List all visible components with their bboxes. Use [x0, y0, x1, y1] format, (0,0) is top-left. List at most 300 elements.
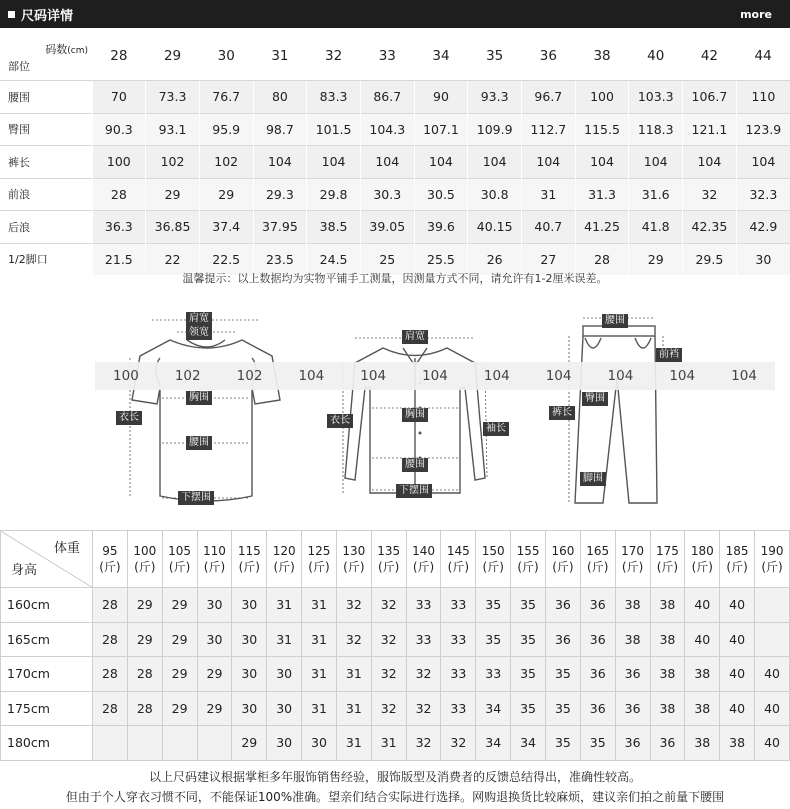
size-value-cell: 31.6 — [629, 178, 683, 211]
weight-unit: (斤) — [377, 560, 400, 574]
size-value-cell: 100 — [575, 81, 629, 114]
overlay-value: 100 — [95, 362, 157, 390]
weight-value: 100 — [133, 544, 157, 558]
size-value-cell: 28 — [575, 243, 629, 275]
recommended-size-cell: 40 — [720, 588, 755, 623]
size-table-row — [0, 178, 790, 211]
recommended-size-cell: 36 — [580, 657, 615, 692]
weight-value: 175 — [655, 544, 679, 558]
size-value-cell: 30.5 — [414, 178, 468, 211]
size-row-label: 后浪 — [0, 211, 92, 244]
recommended-size-cell: 40 — [720, 657, 755, 692]
size-value-cell: 29.8 — [307, 178, 361, 211]
overlay-value: 104 — [713, 362, 775, 390]
recommended-size-cell: 38 — [615, 588, 650, 623]
height-label: 180cm — [1, 726, 93, 761]
size-value-cell: 22.5 — [199, 243, 253, 275]
tag-tshirt-hem: 下摆围 — [178, 491, 214, 505]
weight-header-cell — [406, 531, 441, 588]
size-value-cell: 25 — [360, 243, 414, 275]
size-value-cell: 93.1 — [146, 113, 200, 146]
size-value-cell: 37.95 — [253, 211, 307, 244]
overlay-values-strip — [95, 362, 775, 390]
weight-header-cell — [685, 531, 720, 588]
size-value-cell: 102 — [146, 146, 200, 179]
recommended-size-cell: 35 — [511, 588, 546, 623]
size-value-cell: 90 — [414, 81, 468, 114]
weight-value: 185 — [725, 544, 749, 558]
recommended-size-cell: 33 — [441, 691, 476, 726]
weight-unit: (斤) — [726, 560, 748, 574]
tag-tshirt-shoulder: 肩宽 — [186, 312, 212, 326]
recommended-size-cell: 29 — [162, 588, 197, 623]
size-value-cell: 83.3 — [307, 81, 361, 114]
size-value-cell: 110 — [736, 81, 790, 114]
size-table-row — [0, 81, 790, 114]
height-label: 165cm — [1, 622, 93, 657]
overlay-value: 102 — [157, 362, 219, 390]
weight-header-cell — [441, 531, 476, 588]
weight-header-cell — [232, 531, 267, 588]
recommended-size-cell: 29 — [232, 726, 267, 761]
weight-unit: (斤) — [343, 560, 365, 574]
size-value-cell: 115.5 — [575, 113, 629, 146]
weight-unit: (斤) — [203, 560, 226, 574]
recommended-size-cell: 30 — [267, 691, 302, 726]
overlay-value: 104 — [590, 362, 652, 390]
weight-unit: (斤) — [482, 560, 504, 574]
recommended-size-cell: 40 — [755, 726, 790, 761]
size-value-cell: 104 — [253, 146, 307, 179]
size-value-cell: 90.3 — [92, 113, 146, 146]
recommended-size-cell: 36 — [615, 657, 650, 692]
recommended-size-cell: 35 — [545, 657, 580, 692]
weight-value: 150 — [481, 544, 505, 558]
recommended-size-cell — [93, 726, 128, 761]
size-header-cell: 34 — [414, 32, 468, 81]
weight-unit: (斤) — [168, 560, 191, 574]
tag-pants-hem: 脚围 — [580, 472, 606, 486]
recommended-size-cell: 31 — [302, 622, 337, 657]
recommended-size-cell: 30 — [232, 657, 267, 692]
size-header-cell: 42 — [683, 32, 737, 81]
weight-header-cell — [371, 531, 406, 588]
overlay-value: 102 — [219, 362, 281, 390]
weight-header-cell — [650, 531, 685, 588]
size-value-cell: 21.5 — [92, 243, 146, 275]
recommended-size-cell: 32 — [406, 726, 441, 761]
recommended-size-cell: 28 — [127, 691, 162, 726]
size-value-cell: 104 — [522, 146, 576, 179]
overlay-value: 104 — [528, 362, 590, 390]
recommended-size-cell: 32 — [406, 691, 441, 726]
recommended-size-cell: 30 — [232, 622, 267, 657]
weight-table-row — [1, 657, 790, 692]
recommended-size-cell: 28 — [127, 657, 162, 692]
size-value-cell: 73.3 — [146, 81, 200, 114]
measurement-tip: 温馨提示：以上数据均为实物平铺手工测量，因测量方式不同，请允许有1-2厘米误差。 — [182, 272, 608, 285]
size-value-cell: 29 — [146, 178, 200, 211]
size-value-cell: 102 — [199, 146, 253, 179]
recommended-size-cell — [755, 622, 790, 657]
size-value-cell: 31.3 — [575, 178, 629, 211]
size-value-cell: 27 — [522, 243, 576, 275]
section-header — [0, 0, 790, 28]
size-value-cell: 29 — [199, 178, 253, 211]
weight-value: 190 — [760, 544, 784, 558]
recommended-size-cell: 38 — [685, 657, 720, 692]
size-value-cell: 100 — [92, 146, 146, 179]
recommended-size-cell: 32 — [406, 657, 441, 692]
measurement-diagram — [100, 308, 700, 508]
recommended-size-cell: 33 — [406, 622, 441, 657]
size-row-label: 臀围 — [0, 113, 92, 146]
recommended-size-cell: 28 — [93, 588, 128, 623]
corner-part-label: 部位 — [8, 60, 30, 73]
weight-value: 180 — [690, 544, 714, 558]
tag-tshirt-chest: 胸围 — [186, 391, 212, 405]
size-row-label: 1/2脚口 — [0, 243, 92, 275]
overlay-value: 104 — [342, 362, 404, 390]
weight-value: 160 — [551, 544, 575, 558]
recommended-size-cell: 31 — [267, 588, 302, 623]
recommended-size-cell: 30 — [197, 588, 232, 623]
weight-unit: (斤) — [517, 560, 539, 574]
weight-unit: (斤) — [99, 560, 121, 574]
weight-value: 95 — [102, 544, 118, 558]
recommended-size-cell: 35 — [545, 726, 580, 761]
recommended-size-cell: 40 — [685, 588, 720, 623]
size-value-cell: 123.9 — [736, 113, 790, 146]
more-link[interactable]: more — [740, 7, 772, 21]
size-value-cell: 25.5 — [414, 243, 468, 275]
recommended-size-cell: 29 — [162, 691, 197, 726]
size-value-cell: 103.3 — [629, 81, 683, 114]
size-value-cell: 32.3 — [736, 178, 790, 211]
tag-pants-hip: 臀围 — [582, 392, 608, 406]
size-value-cell: 39.05 — [360, 211, 414, 244]
weight-header-cell — [511, 531, 546, 588]
recommended-size-cell: 32 — [371, 691, 406, 726]
recommended-size-cell: 30 — [232, 588, 267, 623]
recommended-size-cell: 40 — [755, 657, 790, 692]
size-header-cell: 44 — [736, 32, 790, 81]
recommended-size-cell: 30 — [267, 726, 302, 761]
size-value-cell: 38.5 — [307, 211, 361, 244]
size-value-cell: 30 — [736, 243, 790, 275]
size-table-row — [0, 211, 790, 244]
recommended-size-cell: 38 — [650, 691, 685, 726]
recommended-size-cell: 29 — [162, 622, 197, 657]
recommended-size-cell: 29 — [197, 657, 232, 692]
size-value-cell: 104 — [736, 146, 790, 179]
size-table-row — [0, 146, 790, 179]
recommended-size-cell: 30 — [197, 622, 232, 657]
size-value-cell: 29 — [629, 243, 683, 275]
height-label: 175cm — [1, 691, 93, 726]
size-value-cell: 118.3 — [629, 113, 683, 146]
recommended-size-cell: 31 — [336, 657, 371, 692]
size-header-row — [0, 32, 790, 81]
recommended-size-cell: 32 — [336, 622, 371, 657]
size-value-cell: 30.3 — [360, 178, 414, 211]
size-value-cell: 36.3 — [92, 211, 146, 244]
size-row-label: 裤长 — [0, 146, 92, 179]
recommended-size-cell: 31 — [302, 691, 337, 726]
tag-tshirt-waist: 腰围 — [186, 436, 212, 450]
weight-unit: (斤) — [552, 560, 574, 574]
recommended-size-cell: 35 — [580, 726, 615, 761]
recommended-size-cell: 28 — [93, 691, 128, 726]
recommended-size-cell: 31 — [336, 691, 371, 726]
weight-unit: (斤) — [656, 560, 679, 574]
recommended-size-cell: 34 — [476, 726, 511, 761]
recommended-size-cell: 35 — [476, 622, 511, 657]
size-value-cell: 104 — [575, 146, 629, 179]
weight-unit: (斤) — [238, 560, 260, 574]
size-value-cell: 41.8 — [629, 211, 683, 244]
recommended-size-cell: 33 — [476, 657, 511, 692]
section-title-text: 尺码详情 — [21, 8, 74, 24]
recommended-size-cell: 40 — [720, 622, 755, 657]
tag-jacket-length: 衣长 — [327, 414, 353, 428]
weight-unit: (斤) — [447, 560, 470, 574]
size-header-cell: 29 — [146, 32, 200, 81]
weight-unit: (斤) — [621, 560, 644, 574]
size-value-cell: 29.3 — [253, 178, 307, 211]
overlay-value: 104 — [466, 362, 528, 390]
weight-value: 115 — [237, 544, 261, 558]
size-value-cell: 112.7 — [522, 113, 576, 146]
size-value-cell: 80 — [253, 81, 307, 114]
tag-jacket-sleeve: 袖长 — [483, 422, 509, 436]
weight-table-row — [1, 726, 790, 761]
recommended-size-cell: 34 — [476, 691, 511, 726]
overlay-value: 104 — [404, 362, 466, 390]
weight-table-row — [1, 691, 790, 726]
recommended-size-cell: 40 — [685, 622, 720, 657]
tag-jacket-waist: 腰围 — [402, 458, 428, 472]
weight-value: 155 — [516, 544, 540, 558]
recommended-size-cell — [127, 726, 162, 761]
recommended-size-cell: 38 — [685, 726, 720, 761]
size-header-cell: 28 — [92, 32, 146, 81]
recommended-size-cell — [197, 726, 232, 761]
recommended-size-cell: 40 — [720, 691, 755, 726]
recommended-size-cell: 34 — [511, 726, 546, 761]
weight-unit: (斤) — [134, 560, 156, 574]
overlay-value: 104 — [280, 362, 342, 390]
size-value-cell: 104 — [360, 146, 414, 179]
recommended-size-cell: 31 — [336, 726, 371, 761]
size-value-cell: 30.8 — [468, 178, 522, 211]
section-title — [0, 5, 73, 24]
recommended-size-cell: 38 — [650, 588, 685, 623]
corner-height-label: 身高 — [11, 563, 38, 578]
size-value-cell: 40.15 — [468, 211, 522, 244]
corner-size-label: 码数 — [45, 43, 68, 56]
size-value-cell: 36.85 — [146, 211, 200, 244]
size-row-label: 腰围 — [0, 81, 92, 114]
recommended-size-cell — [755, 588, 790, 623]
recommended-size-cell: 31 — [302, 588, 337, 623]
weight-value: 110 — [203, 544, 226, 558]
recommended-size-cell: 29 — [197, 691, 232, 726]
weight-unit: (斤) — [761, 560, 783, 574]
corner-weight-label: 体重 — [53, 541, 80, 556]
weight-table-row — [1, 622, 790, 657]
size-value-cell: 86.7 — [360, 81, 414, 114]
weight-header-cell — [615, 531, 650, 588]
recommended-size-cell: 33 — [406, 588, 441, 623]
size-header-cell: 30 — [199, 32, 253, 81]
recommended-size-cell: 36 — [545, 588, 580, 623]
weight-header-cell — [580, 531, 615, 588]
recommended-size-cell: 31 — [302, 657, 337, 692]
size-header-cell: 35 — [468, 32, 522, 81]
recommended-size-cell: 40 — [755, 691, 790, 726]
size-value-cell: 101.5 — [307, 113, 361, 146]
recommended-size-cell: 32 — [441, 726, 476, 761]
weight-table-row — [1, 588, 790, 623]
weight-value: 140 — [412, 544, 435, 558]
weight-unit: (斤) — [691, 560, 713, 574]
size-value-cell: 31 — [522, 178, 576, 211]
size-value-cell: 104 — [307, 146, 361, 179]
size-header-cell: 36 — [522, 32, 576, 81]
weight-header-cell — [93, 531, 128, 588]
recommended-size-cell: 32 — [371, 622, 406, 657]
size-value-cell: 104.3 — [360, 113, 414, 146]
size-value-cell: 28 — [92, 178, 146, 211]
recommended-size-cell: 29 — [162, 657, 197, 692]
recommended-size-cell: 32 — [371, 588, 406, 623]
weight-header-row — [1, 531, 790, 588]
size-value-cell: 95.9 — [199, 113, 253, 146]
recommended-size-cell: 36 — [580, 588, 615, 623]
recommended-size-cell: 28 — [93, 657, 128, 692]
size-header-cell: 40 — [629, 32, 683, 81]
weight-corner-cell — [1, 531, 93, 588]
recommended-size-cell: 35 — [511, 691, 546, 726]
size-table — [0, 32, 790, 275]
size-value-cell: 23.5 — [253, 243, 307, 275]
recommended-size-cell: 35 — [511, 622, 546, 657]
size-value-cell: 41.25 — [575, 211, 629, 244]
size-value-cell: 107.1 — [414, 113, 468, 146]
recommended-size-cell: 30 — [232, 691, 267, 726]
weight-value: 135 — [377, 544, 401, 558]
weight-value: 120 — [272, 544, 296, 558]
tag-pants-waist: 腰围 — [602, 314, 628, 328]
recommended-size-cell: 38 — [650, 622, 685, 657]
recommended-size-cell: 30 — [267, 657, 302, 692]
recommended-size-cell: 35 — [545, 691, 580, 726]
size-value-cell: 104 — [683, 146, 737, 179]
recommended-size-cell: 32 — [371, 657, 406, 692]
weight-header-cell — [720, 531, 755, 588]
size-value-cell: 29.5 — [683, 243, 737, 275]
recommended-size-cell: 36 — [615, 726, 650, 761]
tag-jacket-chest: 胸围 — [402, 408, 428, 422]
recommended-size-cell: 36 — [650, 726, 685, 761]
weight-unit: (斤) — [412, 560, 435, 574]
weight-header-cell — [127, 531, 162, 588]
size-header-cell: 32 — [307, 32, 361, 81]
weight-value: 105 — [168, 544, 192, 558]
weight-value: 145 — [446, 544, 470, 558]
square-bullet-icon — [8, 11, 15, 18]
recommended-size-cell: 30 — [302, 726, 337, 761]
size-value-cell: 104 — [468, 146, 522, 179]
size-value-cell: 96.7 — [522, 81, 576, 114]
tag-tshirt-length: 衣长 — [116, 411, 142, 425]
size-value-cell: 24.5 — [307, 243, 361, 275]
size-corner-cell — [0, 32, 92, 81]
size-value-cell: 42.9 — [736, 211, 790, 244]
weight-value: 130 — [342, 544, 366, 558]
size-value-cell: 42.35 — [683, 211, 737, 244]
recommended-size-cell: 33 — [441, 657, 476, 692]
footer-line-1: 以上尺码建议根据掌柜多年服饰销售经验，服饰版型及消费者的反馈总结得出，准确性较高。 — [148, 770, 641, 784]
weight-value: 125 — [307, 544, 331, 558]
size-value-cell: 26 — [468, 243, 522, 275]
tag-pants-rise: 前裆 — [656, 348, 682, 362]
weight-value: 170 — [621, 544, 645, 558]
tag-jacket-hem: 下摆围 — [396, 484, 432, 498]
weight-unit: (斤) — [587, 560, 609, 574]
size-value-cell: 106.7 — [683, 81, 737, 114]
size-value-cell: 70 — [92, 81, 146, 114]
recommended-size-cell: 38 — [650, 657, 685, 692]
size-value-cell: 32 — [683, 178, 737, 211]
weight-unit: (斤) — [308, 560, 330, 574]
size-value-cell: 22 — [146, 243, 200, 275]
size-value-cell: 121.1 — [683, 113, 737, 146]
recommended-size-cell: 31 — [371, 726, 406, 761]
size-value-cell: 104 — [414, 146, 468, 179]
size-value-cell: 93.3 — [468, 81, 522, 114]
size-table-row — [0, 113, 790, 146]
size-value-cell: 109.9 — [468, 113, 522, 146]
recommended-size-cell: 36 — [615, 691, 650, 726]
footer-line-2: 但由于个人穿衣习惯不同，不能保证100%准确。望亲们结合实际进行选择。网购退换货比较麻烦，建议亲们拍之前量下腰围 — [65, 790, 725, 804]
recommended-size-cell: 36 — [580, 691, 615, 726]
recommended-size-cell: 38 — [720, 726, 755, 761]
weight-header-cell — [476, 531, 511, 588]
recommended-size-cell: 28 — [93, 622, 128, 657]
weight-header-cell — [162, 531, 197, 588]
recommended-size-cell: 32 — [336, 588, 371, 623]
recommended-size-cell: 38 — [685, 691, 720, 726]
weight-header-cell — [545, 531, 580, 588]
size-value-cell: 40.7 — [522, 211, 576, 244]
recommended-size-cell: 29 — [127, 588, 162, 623]
size-value-cell: 104 — [629, 146, 683, 179]
corner-unit-label: (cm) — [67, 46, 88, 56]
recommended-size-cell: 36 — [545, 622, 580, 657]
size-value-cell: 39.6 — [414, 211, 468, 244]
recommended-size-cell: 33 — [441, 588, 476, 623]
size-header-cell: 38 — [575, 32, 629, 81]
overlay-value: 104 — [651, 362, 713, 390]
height-label: 160cm — [1, 588, 93, 623]
size-header-cell: 31 — [253, 32, 307, 81]
recommended-size-cell — [162, 726, 197, 761]
recommended-size-cell: 35 — [476, 588, 511, 623]
weight-value: 165 — [586, 544, 610, 558]
size-row-label: 前浪 — [0, 178, 92, 211]
